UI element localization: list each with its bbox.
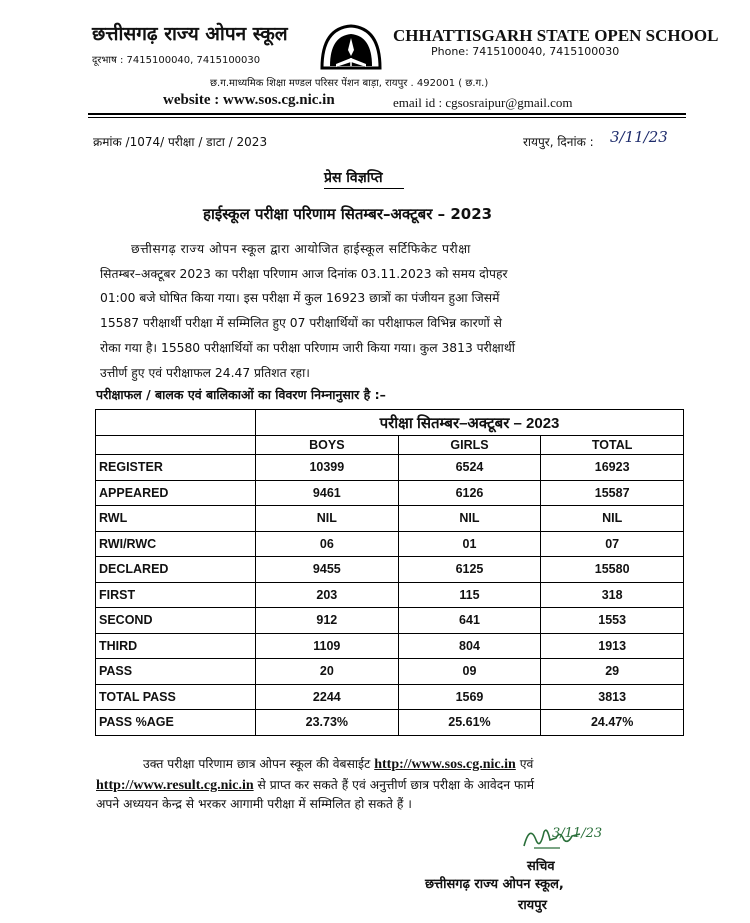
school-emblem-icon bbox=[316, 20, 386, 74]
row-label: PASS bbox=[96, 659, 256, 685]
handwritten-date: 3/11/23 bbox=[610, 128, 668, 146]
paragraph-line: रोका गया है। 15580 परीक्षार्थियों का परीक्षा परिणाम जारी किया गया। कुल 3813 परीक्षार्थी bbox=[100, 340, 515, 355]
footer-text bbox=[96, 754, 690, 812]
table-row bbox=[96, 684, 684, 710]
boys-cell: 1109 bbox=[256, 633, 399, 659]
total-cell: 29 bbox=[541, 659, 684, 685]
boys-cell: 912 bbox=[256, 608, 399, 634]
table-row bbox=[96, 659, 684, 685]
notice-heading: हाईस्कूल परीक्षा परिणाम सितम्बर–अक्टूबर – 2023 bbox=[203, 205, 493, 223]
table-title: परीक्षा सितम्बर–अक्टूबर – 2023 bbox=[256, 410, 684, 436]
footer-text-part: उक्त परीक्षा परिणाम छात्र ओपन स्कूल की वेबसाईट bbox=[143, 757, 375, 771]
girls-cell: 1569 bbox=[398, 684, 541, 710]
girls-cell: 6126 bbox=[398, 480, 541, 506]
table-row bbox=[96, 480, 684, 506]
girls-cell: 641 bbox=[398, 608, 541, 634]
total-cell: 16923 bbox=[541, 455, 684, 481]
hindi-school-name: छत्तीसगढ़ राज्य ओपन स्कूल bbox=[92, 23, 288, 45]
total-cell: NIL bbox=[541, 506, 684, 532]
girls-cell: 6125 bbox=[398, 557, 541, 583]
email: email id : cgsosraipur@gmail.com bbox=[393, 95, 573, 110]
boys-cell: 9455 bbox=[256, 557, 399, 583]
boys-cell: 203 bbox=[256, 582, 399, 608]
column-header-girls: GIRLS bbox=[398, 436, 541, 455]
paragraph-line: सितम्बर–अक्टूबर 2023 का परीक्षा परिणाम आज दिनांक 03.11.2023 को समय दोपहर bbox=[100, 266, 508, 281]
table-row bbox=[96, 531, 684, 557]
header-divider bbox=[88, 113, 686, 115]
table-title-row bbox=[96, 410, 684, 436]
table-row bbox=[96, 557, 684, 583]
english-school-name: CHHATTISGARH STATE OPEN SCHOOL bbox=[393, 26, 719, 45]
table-row bbox=[96, 582, 684, 608]
press-release-label: प्रेस विज्ञप्ति bbox=[324, 170, 383, 186]
footer-line bbox=[96, 775, 690, 796]
footer-line: अपने अध्ययन केन्द्र से भरकर आगामी परीक्षा में सम्मिलित हो सकते हैं । bbox=[96, 797, 412, 811]
boys-cell: 06 bbox=[256, 531, 399, 557]
total-cell: 1553 bbox=[541, 608, 684, 634]
row-label: FIRST bbox=[96, 582, 256, 608]
girls-cell: 804 bbox=[398, 633, 541, 659]
boys-cell: 10399 bbox=[256, 455, 399, 481]
row-label: RWL bbox=[96, 506, 256, 532]
column-header-total: TOTAL bbox=[541, 436, 684, 455]
signatory-title: सचिव bbox=[527, 859, 555, 874]
table-row bbox=[96, 506, 684, 532]
row-label: THIRD bbox=[96, 633, 256, 659]
row-label: PASS %AGE bbox=[96, 710, 256, 736]
english-phone: Phone: 7415100040, 7415100030 bbox=[431, 45, 620, 58]
row-label: APPEARED bbox=[96, 480, 256, 506]
table-intro: परीक्षाफल / बालक एवं बालिकाओं का विवरण निम्नानुसार है :– bbox=[96, 387, 386, 402]
result-link[interactable]: http://www.result.cg.nic.in bbox=[96, 778, 254, 793]
paragraph-line: 01:00 बजे घोषित किया गया। इस परीक्षा में कुल 16923 छात्रों का पंजीयन हुआ जिसमें bbox=[100, 291, 500, 306]
reference-number: क्रमांक /1074/ परीक्षा / डाटा / 2023 bbox=[93, 135, 268, 149]
row-label: RWI/RWC bbox=[96, 531, 256, 557]
signatory-city: रायपुर bbox=[518, 898, 547, 913]
paragraph-line: उत्तीर्ण हुए एवं परीक्षाफल 24.47 प्रतिशत रहा। bbox=[100, 365, 310, 380]
total-cell: 318 bbox=[541, 582, 684, 608]
girls-cell: 09 bbox=[398, 659, 541, 685]
results-table bbox=[95, 409, 684, 736]
footer-text-part: से प्राप्त कर सकते हैं एवं अनुत्तीर्ण छात्र परीक्षा के आवेदन फार्म bbox=[253, 778, 535, 792]
girls-cell: 25.61% bbox=[398, 710, 541, 736]
total-cell: 24.47% bbox=[541, 710, 684, 736]
total-cell: 3813 bbox=[541, 684, 684, 710]
row-label: TOTAL PASS bbox=[96, 684, 256, 710]
table-row bbox=[96, 710, 684, 736]
row-label: SECOND bbox=[96, 608, 256, 634]
row-label: REGISTER bbox=[96, 455, 256, 481]
website-link[interactable]: http://www.sos.cg.nic.in bbox=[374, 757, 516, 772]
address: छ.ग.माध्यमिक शिक्षा मण्डल परिसर पेंशन बाड़ा, रायपुर . 492001 ( छ.ग.) bbox=[210, 78, 489, 89]
table-body bbox=[96, 455, 684, 736]
press-label-underline bbox=[324, 188, 404, 189]
empty-header-cell bbox=[96, 436, 256, 455]
table-row bbox=[96, 633, 684, 659]
paragraph-line: 15587 परीक्षार्थी परीक्षा में सम्मिलित हुए 07 परीक्षार्थियों का परीक्षाफल विभिन्न कारणों से bbox=[100, 316, 502, 331]
total-cell: 15587 bbox=[541, 480, 684, 506]
boys-cell: NIL bbox=[256, 506, 399, 532]
girls-cell: 01 bbox=[398, 531, 541, 557]
boys-cell: 2244 bbox=[256, 684, 399, 710]
boys-cell: 9461 bbox=[256, 480, 399, 506]
total-cell: 15580 bbox=[541, 557, 684, 583]
signature-date: 3/11/23 bbox=[552, 826, 603, 841]
notice-paragraph bbox=[100, 237, 680, 385]
column-header-boys: BOYS bbox=[256, 436, 399, 455]
row-label: DECLARED bbox=[96, 557, 256, 583]
total-cell: 1913 bbox=[541, 633, 684, 659]
footer-text-part: एवं bbox=[515, 757, 534, 771]
girls-cell: NIL bbox=[398, 506, 541, 532]
boys-cell: 20 bbox=[256, 659, 399, 685]
total-cell: 07 bbox=[541, 531, 684, 557]
signatory-org: छत्तीसगढ़ राज्य ओपन स्कूल, bbox=[425, 877, 564, 892]
boys-cell: 23.73% bbox=[256, 710, 399, 736]
table-row bbox=[96, 608, 684, 634]
paragraph-line: छत्तीसगढ़ राज्य ओपन स्कूल द्वारा आयोजित हाईस्कूल सर्टिफिकेट परीक्षा bbox=[131, 242, 471, 256]
website: website : www.sos.cg.nic.in bbox=[163, 92, 335, 108]
column-header-row bbox=[96, 436, 684, 455]
place-date-label: रायपुर, दिनांक : bbox=[523, 135, 594, 149]
hindi-phone: दूरभाष : 7415100040, 7415100030 bbox=[92, 55, 261, 66]
footer-line bbox=[96, 754, 690, 775]
header-divider-thin bbox=[88, 117, 686, 118]
empty-header-cell bbox=[96, 410, 256, 436]
table-row bbox=[96, 455, 684, 481]
girls-cell: 6524 bbox=[398, 455, 541, 481]
girls-cell: 115 bbox=[398, 582, 541, 608]
